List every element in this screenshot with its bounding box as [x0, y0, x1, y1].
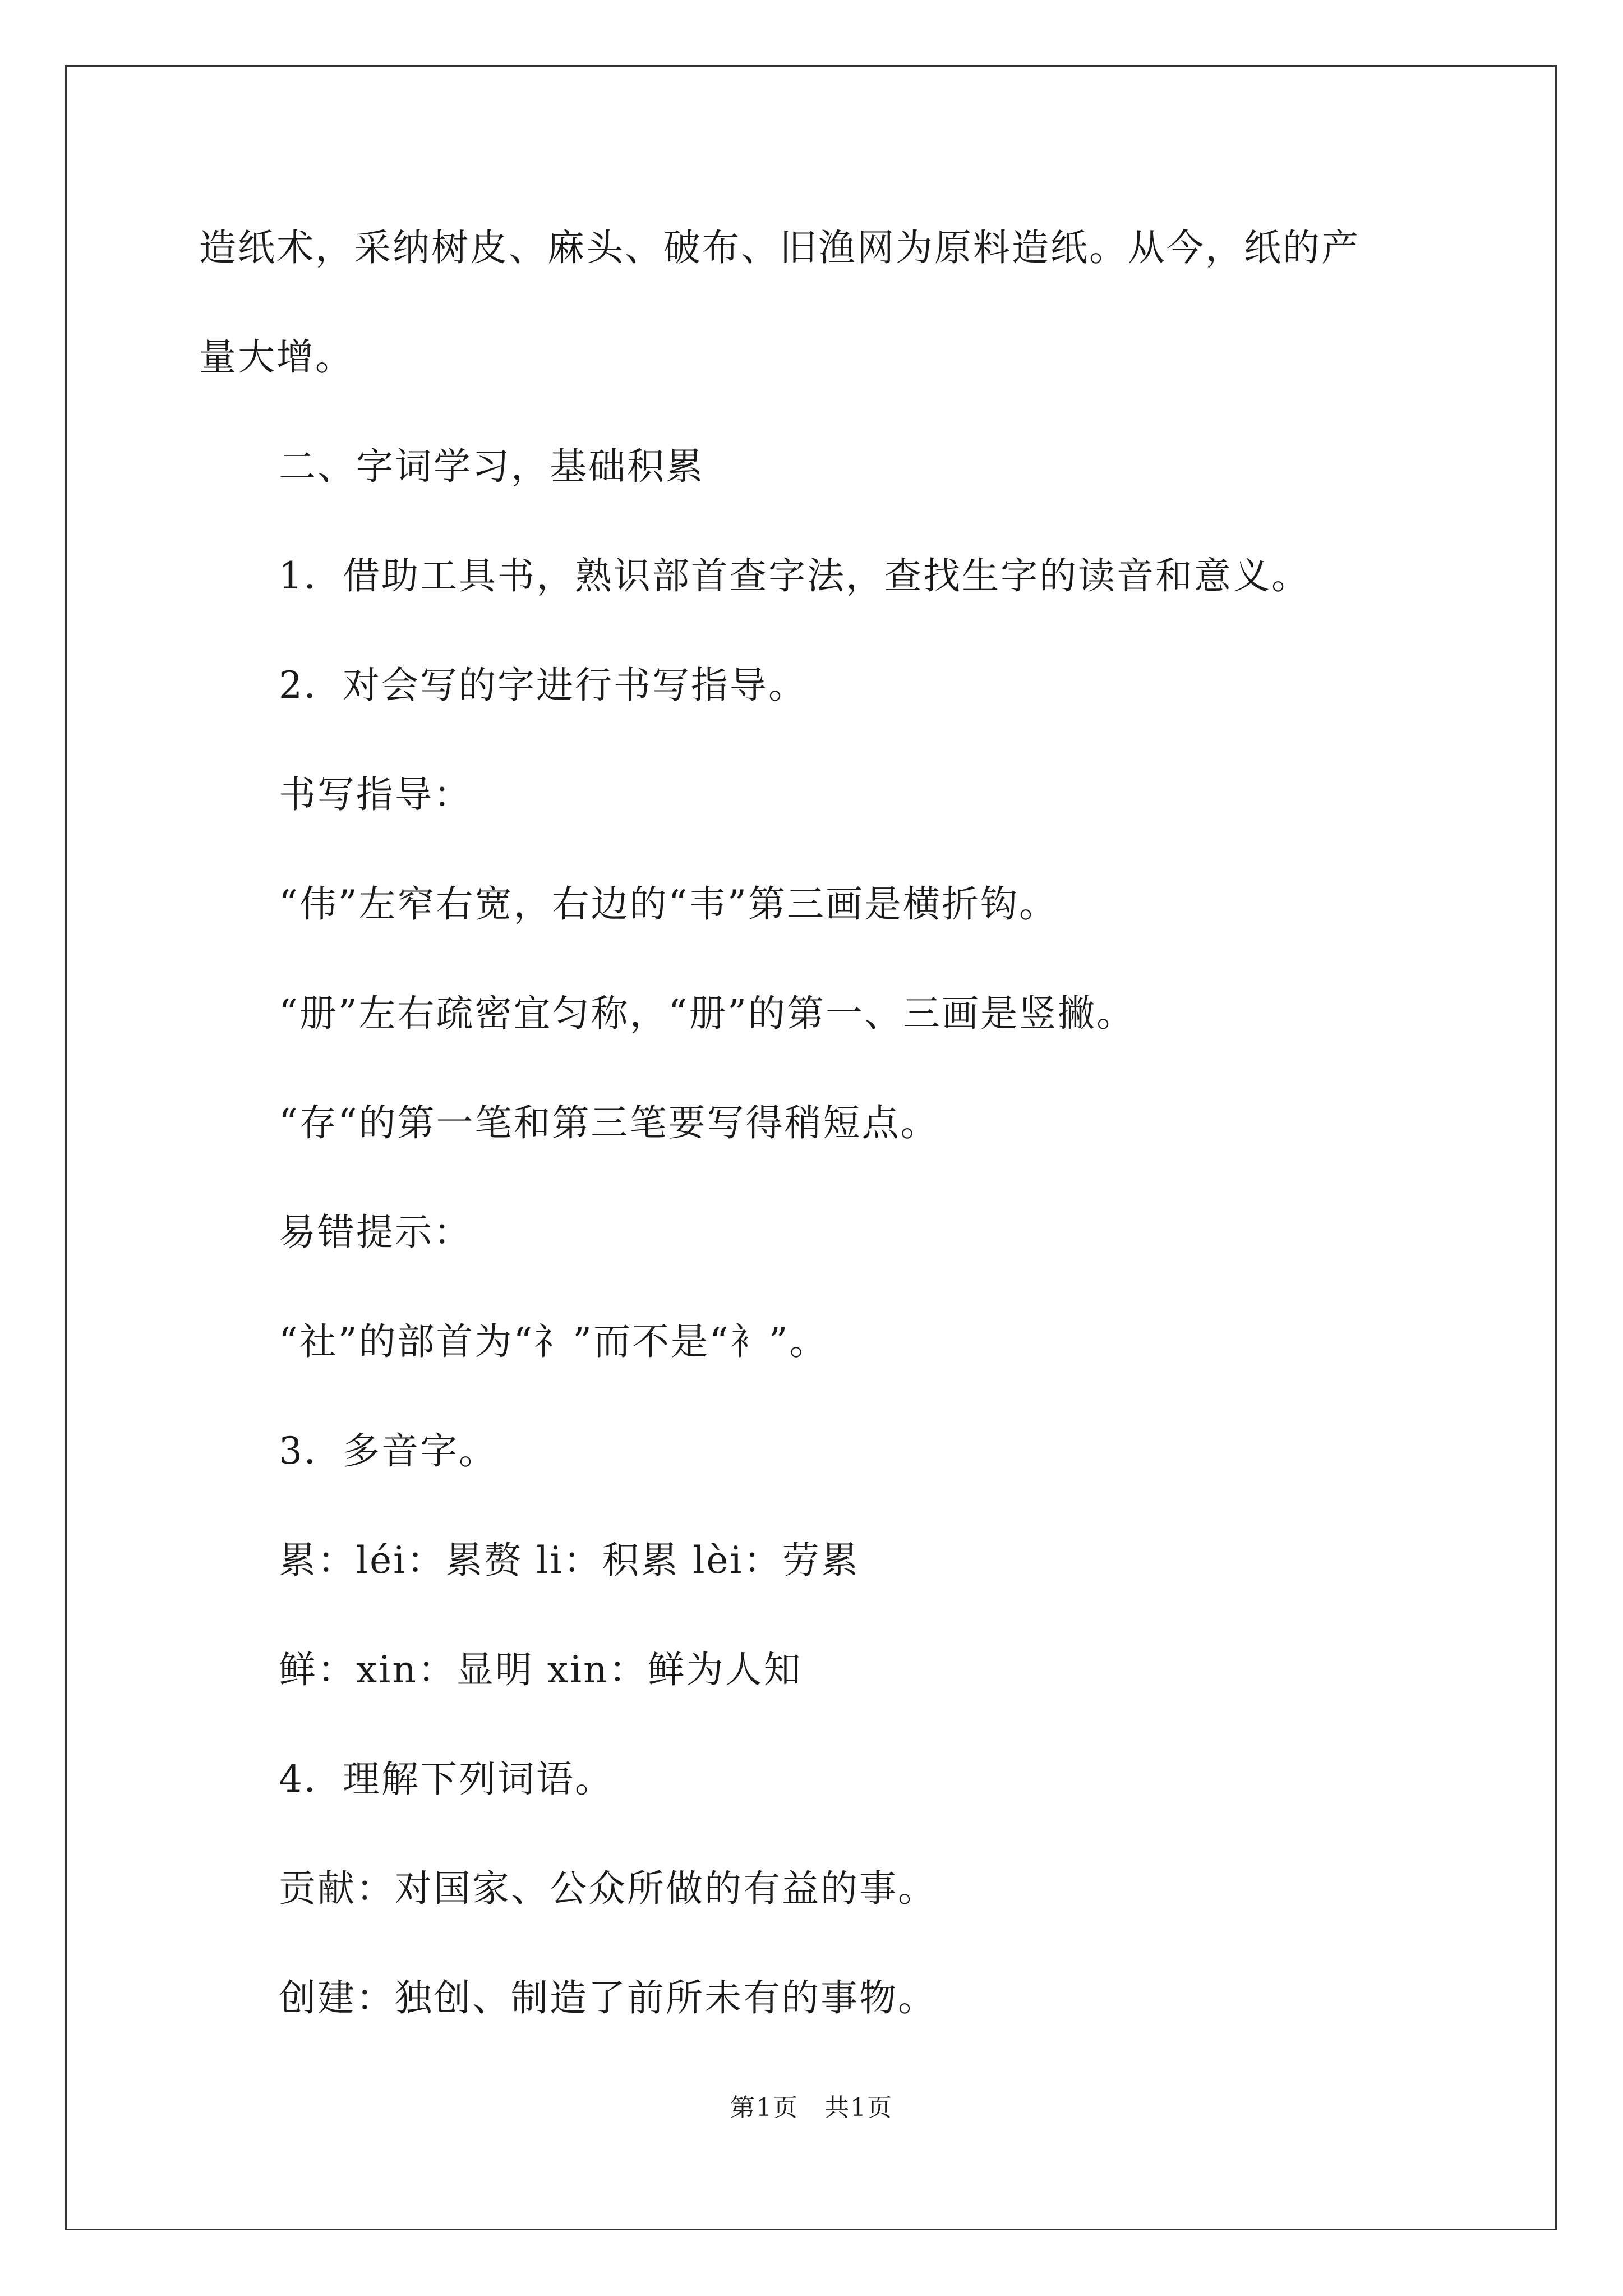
- text-line-6: 书写指导：: [279, 773, 472, 816]
- text-line-9: “存“的第一笔和第三笔要写得稍短点。: [279, 1101, 939, 1144]
- text-line-4: 1．借助工具书，熟识部首查字法，查找生字的读音和意义。: [279, 554, 1310, 597]
- text-line-2: 量大增。: [199, 335, 354, 379]
- text-line-5: 2．对会写的字进行书写指导。: [279, 664, 807, 707]
- section-heading: 二、字词学习，基础积累: [279, 445, 704, 488]
- text-line-1: 造纸术，采纳树皮、麻头、破布、旧渔网为原料造纸。从今，纸的产: [199, 226, 1360, 269]
- text-line-10: 易错提示：: [279, 1211, 472, 1254]
- text-line-11: “社”的部首为“礻”而不是“衤”。: [279, 1320, 828, 1363]
- text-line-15: 4．理解下列词语。: [279, 1757, 614, 1801]
- page-footer: 第1页 共1页: [730, 2093, 893, 2122]
- text-line-8: “册”左右疏密宜匀称，“册”的第一、三画是竖撇。: [279, 992, 1135, 1035]
- text-line-16: 贡献：对国家、公众所做的有益的事。: [279, 1867, 937, 1910]
- text-line-13: 累：léi：累赘 li：积累 lèi：劳累: [279, 1539, 860, 1582]
- text-line-7: “伟”左窄右宽，右边的“韦”第三画是横折钩。: [279, 882, 1058, 926]
- text-line-12: 3．多音字。: [279, 1429, 497, 1473]
- text-line-14: 鲜：xin：显明 xin：鲜为人知: [279, 1648, 803, 1691]
- text-line-17: 创建：独创、制造了前所未有的事物。: [279, 1976, 937, 2019]
